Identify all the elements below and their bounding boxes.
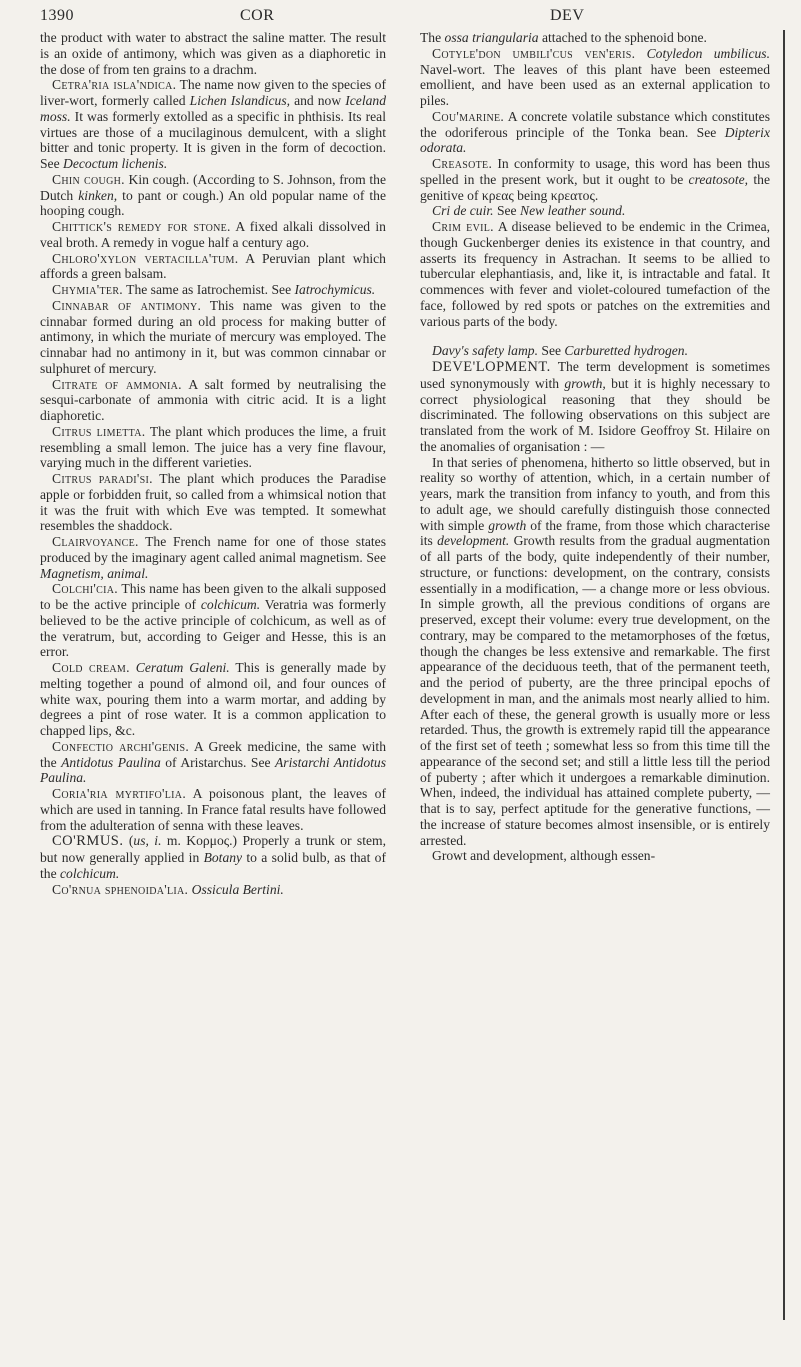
entry-text: In that series of phenomena, hitherto so little observed, but in reality so worthy of attention, which, in a certain number of years, mark the transition from infancy to youth, and from this to adult age, we should carefully distinguish those connected with simple [420,454,770,533]
entry-text: A Peruvian plant which affords a green balsam. [40,250,386,282]
entry-text: m. Κορμος.) Properly a trunk or stem, but now generally applied in [40,833,386,865]
page-edge-rule [783,30,785,1320]
italic-text: Magnetism, animal. [40,565,149,581]
italic-text: Decoctum lichenis. [63,156,168,171]
entry-text: attached to the sphenoid bone. [538,30,707,45]
italic-text: Dipterix odorata. [420,124,770,156]
entry-headword: DEVE'LOPMENT. [432,359,551,375]
dictionary-entry [40,660,386,739]
dictionary-entry [420,156,770,203]
italic-text: colchicum. [60,865,120,881]
entry-text: A disease believed to be endemic in the Crimea, though Guckenberger denies its existence in that country, and asserts its frequency in Astrachan. It seems to be allied to tubercular elephantiasis, and, like it, is intractable and fatal. It commences with fever and violet-coloured tumefaction of the face, followed by red spots or patches on the extremities and various parts of the body. [420,219,770,329]
dictionary-entry [40,581,386,660]
entry-text: It was formerly extolled as a specific in phthisis. Its real virtues are those of a mucilaginous demulcent, with a slight bitter and tonic property. It is given in the form of decoction. See [40,108,386,171]
dictionary-entry [420,343,770,359]
entry-text: See [537,343,565,359]
entry-headword: Cetra'ria isla'ndica. [52,77,177,93]
entry-headword: CO'RMUS. [52,833,124,850]
entry-headword: Creasote. [432,156,493,171]
entry-text: the genitive of κρεας being κρεατος. [420,171,770,203]
italic-text: growth [488,517,527,533]
entry-text: This is generally made by melting together a pound of almond oil, and four ounces of white wax, pouring them into a warm mortar, and adding by degrees a pint of rose water. It is a common application to chapped lips, &c. [40,660,387,738]
entry-text: A salt formed by neutralising the sesqui-carbonate of ammonia with citric acid. It is a light diaphoretic. [40,376,387,423]
entry-text: A concrete volatile substance which constitutes the odoriferous principle of the Tonka bean. See [420,108,770,140]
entry-text: of Aristarchus. See [160,754,275,770]
italic-text: kinken, [78,187,118,203]
entry-headword: Citrate of ammonia. [52,376,182,392]
italic-text: Cri de cuir. [432,203,494,219]
italic-text: ossa triangularia [444,30,539,45]
dictionary-entry [40,172,386,219]
entry-text: Kin cough. (According to S. Johnson, from the Dutch [40,171,386,203]
entry-headword: Confectio archi'genis. [52,738,190,754]
italic-text: Iatrochymicus. [294,282,376,297]
entry-text: This name has been given to the alkali supposed to be the active principle of [40,581,386,612]
italic-text: Lichen Islandicus, [189,93,291,108]
entry-headword: Chloro'xylon vertacilla'tum. [52,250,239,266]
entry-headword: Chittick's remedy for stone. [52,219,231,234]
entry-text: A fixed alkali dissolved in veal broth. A remedy in vogue half a century ago. [40,219,386,250]
italic-text: growth, [564,375,606,391]
left-column [40,30,386,897]
dictionary-entry [40,739,386,786]
entry-text: The name now given to the species of liver-wort, formerly called [40,77,386,108]
entry-text: but it is highly necessary to correct physiological reasoning that they should be discriminated. The following observations on this subject are translated from the work of M. Isidore Geoffroy St. Hilaire on the anomalies of organisation : — [420,375,770,454]
entry-text: to pant or cough.) An old popular name of the hooping cough. [40,187,387,219]
entry-text: The term development is sometimes used synonymously with [420,359,770,391]
entry-headword: Citrus paradi'si. [52,471,153,486]
italic-text: development. [437,533,510,549]
italic-text: creatosote, [688,171,749,187]
entry-text: The [420,30,445,45]
entry-text: Growt and development, although essen- [432,848,656,864]
dictionary-entry [420,109,770,156]
entry-text: the product with water to abstract the saline matter. The result is an oxide of antimony, which was given as a diaphoretic in the dose of from ten grains to a drachm. [40,30,386,77]
dictionary-entry [40,833,386,881]
dictionary-entry [40,377,386,424]
dictionary-entry [420,46,770,109]
dictionary-entry [420,848,770,864]
entry-text: of the frame, from those which characterise its [420,517,770,549]
dictionary-entry [420,219,770,329]
dictionary-entry [40,77,386,172]
italic-text: Iceland moss. [40,93,386,124]
page-number: 1390 [40,7,74,24]
dictionary-entry [420,30,770,46]
italic-text: Davy's safety lamp. [432,343,538,359]
entry-text [635,46,646,61]
dictionary-entry [420,203,770,219]
italic-text: Aristarchi Antidotus Paulina. [40,754,386,786]
dictionary-entry [40,298,386,377]
entry-headword: Cou'marine. [432,108,505,124]
italic-text: colchicum. [200,597,261,612]
italic-text: New leather sound. [520,203,626,219]
entry-text: The same as Iatrochemist. See [123,282,295,297]
dictionary-entry [40,786,386,833]
left-guide-word: COR [240,7,275,24]
dictionary-entry [420,455,770,849]
entry-headword: Cinnabar of antimony. [52,297,202,313]
dictionary-entry [40,251,386,283]
italic-text: Antidotus Paulina [61,754,161,770]
dictionary-entry [40,30,386,77]
dictionary-entry [40,282,386,298]
italic-text: Botany [203,850,243,865]
dictionary-entry [40,219,386,251]
entry-text: The plant which produces the lime, a fruit resembling a small lemon. The juice has a very fine flavour, varying much in the different varieties. [40,423,386,471]
entry-text: In conformity to usage, this word has been thus spelled in the present work, but it ought to be [420,156,770,187]
entry-headword: Citrus limetta. [52,423,146,439]
entry-headword: Co'rnua sphenoida'lia. [52,881,189,897]
dictionary-entry [420,359,770,455]
running-head [40,7,761,29]
italic-text: Cotyledon umbilicus. [646,45,770,61]
entry-text: The plant which produces the Paradise apple or forbidden fruit, so called from a whimsical notion that it was the fruit with which Eve was tempted. It somewhat resembles the shaddock. [40,471,386,534]
dictionary-entry [40,882,386,898]
entry-text: A Greek medicine, the same with the [40,738,386,770]
italic-text: us, i. [133,833,162,849]
italic-text: Ceratum Galeni. [135,660,230,675]
entry-headword: Chin cough. [52,171,125,187]
right-column [420,30,770,864]
italic-text: Carburetted hydrogen. [564,343,689,359]
entry-text: This name was given to the cinnabar formed during an old process for making butter of antimony, in which the muriate of mercury was employed. The cinnabar had no antimony in it, but was common cinnabar or sulphuret of mercury. [40,297,386,376]
dictionary-entry [40,471,386,534]
entry-text: to a solid bulb, as that of the [40,850,386,881]
entry-headword: Crim evil. [432,219,494,234]
entry-text: and now [290,93,346,108]
entry-text: The French name for one of those states produced by the imaginary agent called animal magnetism. See [40,534,386,565]
entry-text: Growth results from the gradual augmentation of all parts of the body, quite independently of their number, structure, or functions: development, on the contrary, consists essentially in a modification, — a change more or less obvious. In simple growth, all the previous conditions of organs are preserved, except their volume: every true development, on the contrary, may be compared to the metamorphoses of the fœtus, though the changes be less extensive and remarkable. The first appearance of the deciduous teeth, that of the permanent teeth, and the period of puberty, are the three principal epochs of development in man, and the animals most nearly allied to him. After each of these, the general growth is usually more or less retarded. Thus, the growth is extremely rapid till the appearance of the first set of teeth ; somewhat less so from this time till the appearance of the second set; and still a little less till the period of puberty ; after which it undergoes a remarkable diminution. When, indeed, the individual has attained complete puberty, — that is to say, perfect aptitude for the generative functions, — the increase of stature becomes almost insensible, or is entirely arrested. [420,533,770,848]
italic-text: Ossicula Bertini. [191,881,284,897]
entry-headword: Cotyle'don umbili'cus ven'eris. [432,45,636,61]
entry-text: Veratria was formerly believed to be the active principle of colchicum, as well as of the veratrum, but, according to Geiger and Hesse, this is an error. [40,597,386,660]
entry-headword: Colchi'cia. [52,581,118,597]
dictionary-entry [40,534,386,581]
entry-text: See [493,203,520,219]
entry-spacer [420,329,770,343]
entry-headword: Clairvoyance. [52,534,139,549]
entry-text: A poisonous plant, the leaves of which are used in tanning. In France fatal results have followed from the adulteration of senna with these leaves. [40,786,387,833]
entry-headword: Chymia'ter. [52,282,123,297]
entry-headword: Cold cream. [52,660,130,675]
entry-text: Navel-wort. The leaves of this plant have been esteemed emollient, and have been used as an external application to piles. [420,61,770,108]
dictionary-entry [40,424,386,471]
entry-headword: Coria'ria myrtifo'lia. [52,786,187,801]
entry-text: ( [123,833,134,849]
right-guide-word: DEV [550,7,585,24]
